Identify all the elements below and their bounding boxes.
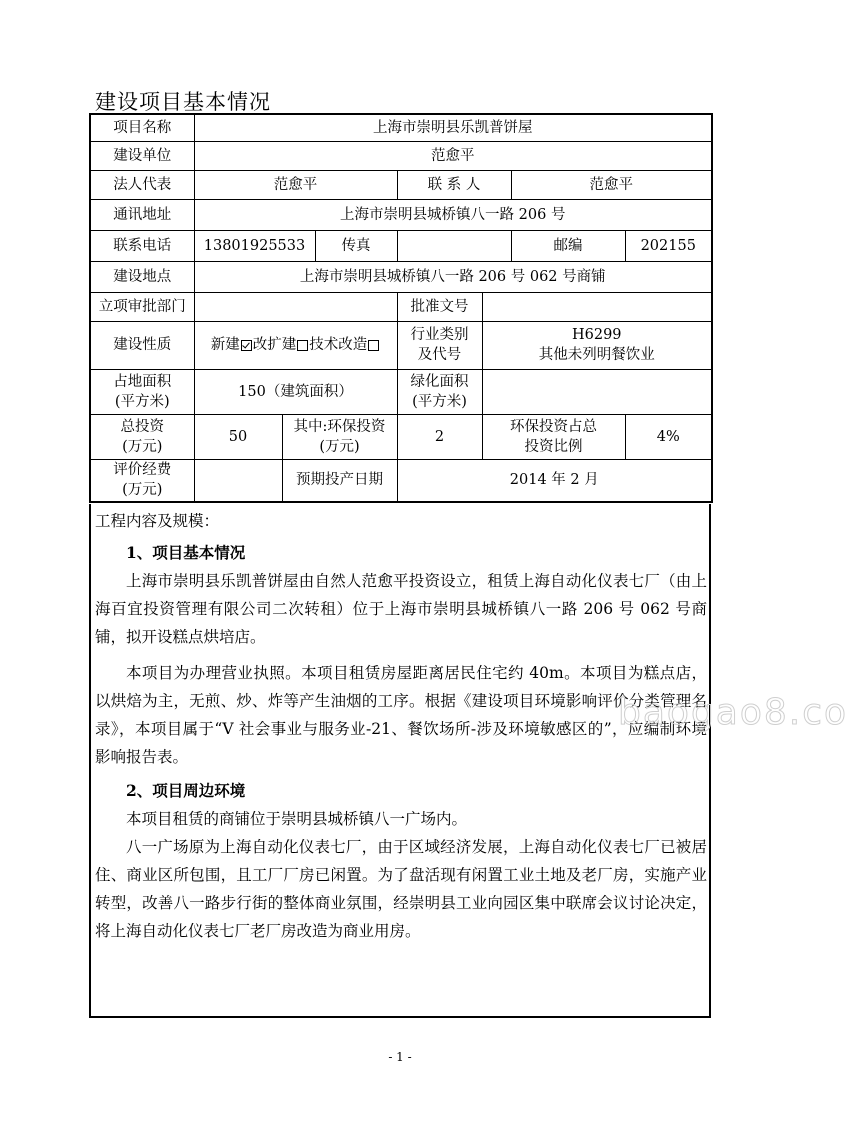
checkbox-upgrade (368, 340, 379, 351)
value-legal-rep: 范愈平 (194, 170, 397, 199)
industry-name: 其他未列明餐饮业 (538, 347, 655, 363)
label-builder: 建设单位 (90, 141, 194, 170)
page-number: - 1 - (388, 1050, 412, 1064)
value-investment: 50 (194, 414, 282, 459)
value-industry (482, 321, 712, 369)
value-area: 150（建筑面积） (194, 369, 397, 414)
label-nature: 建设性质 (90, 321, 194, 369)
value-production-date: 2014 年 2 月 (397, 459, 712, 502)
paragraph-basic-info: 上海市崇明县乐凯普饼屋由自然人范愈平投资设立，租赁上海自动化仪表七厂（由上海百宜投资管理有限公司二次转租）位于上海市崇明县城桥镇八一路 206 号 062 号商铺，拟开设糕点烘培店。 (95, 572, 707, 646)
row-investment (90, 414, 712, 459)
row-builder (90, 141, 712, 170)
row-phone (90, 230, 712, 261)
value-approval (194, 292, 397, 321)
heading-basic-info: 1、项目基本情况 (126, 543, 246, 562)
checkbox-new-checked (241, 340, 252, 351)
value-contact: 范愈平 (511, 170, 712, 199)
option-expand: 改扩建 (253, 337, 310, 353)
label-area: 占地面积 (平方米) (90, 369, 194, 414)
watermark: baogao8.co (618, 692, 848, 733)
row-site (90, 261, 712, 292)
value-fax (397, 230, 511, 261)
label-green-area: 绿化面积 (平方米) (397, 369, 482, 414)
paragraph-history: 八一广场原为上海自动化仪表七厂，由于区域经济发展，上海自动化仪表七厂已被居住、商业区所包围，且工厂厂房已闲置。为了盘活现有闲置工业土地及老厂房，实施产业转型，改善八一路步行街的整体商业氛围，经崇明县工业向园区集中联席会议讨论决定，将上海自动化仪表七厂老厂房改造为商业用房。 (95, 838, 707, 940)
value-builder: 范愈平 (194, 141, 712, 170)
content-body (95, 539, 707, 945)
label-production-date: 预期投产日期 (282, 459, 397, 502)
value-postcode: 202155 (625, 230, 712, 261)
row-project-name (90, 114, 712, 141)
value-phone: 13801925533 (194, 230, 315, 261)
industry-code: H6299 (571, 327, 622, 343)
row-eval (90, 459, 712, 502)
value-project-name: 上海市崇明县乐凯普饼屋 (194, 114, 712, 141)
label-eval-cost: 评价经费 (万元) (90, 459, 194, 502)
label-project-name: 项目名称 (90, 114, 194, 141)
label-env-ratio: 环保投资占总 投资比例 (482, 414, 625, 459)
page-title: 建设项目基本情况 (95, 90, 271, 114)
row-area (90, 369, 712, 414)
paragraph-location: 本项目租赁的商铺位于崇明县城桥镇八一广场内。 (126, 810, 468, 828)
label-contact: 联 系 人 (397, 170, 511, 199)
value-approval-doc (482, 292, 712, 321)
value-env-ratio: 4% (625, 414, 712, 459)
label-phone: 联系电话 (90, 230, 194, 261)
row-approval (90, 292, 712, 321)
value-env-investment: 2 (397, 414, 482, 459)
label-approval: 立项审批部门 (90, 292, 194, 321)
label-legal-rep: 法人代表 (90, 170, 194, 199)
label-site: 建设地点 (90, 261, 194, 292)
label-fax: 传真 (315, 230, 397, 261)
option-upgrade: 技术改造 (309, 337, 380, 353)
label-postcode: 邮编 (511, 230, 625, 261)
row-nature (90, 321, 712, 369)
row-address (90, 199, 712, 230)
label-industry: 行业类别 及代号 (397, 321, 482, 369)
value-green-area (482, 369, 712, 414)
section-title: 工程内容及规模： (95, 512, 220, 530)
label-env-investment: 其中:环保投资 (万元) (282, 414, 397, 459)
value-address: 上海市崇明县城桥镇八一路 206 号 (194, 199, 712, 230)
label-approval-doc: 批准文号 (397, 292, 482, 321)
value-nature (194, 321, 397, 369)
checkbox-expand (297, 340, 308, 351)
option-new: 新建 (211, 337, 253, 353)
project-info-table (89, 113, 713, 503)
row-legal-rep (90, 170, 712, 199)
value-site: 上海市崇明县城桥镇八一路 206 号 062 号商铺 (194, 261, 712, 292)
label-investment: 总投资 (万元) (90, 414, 194, 459)
label-address: 通讯地址 (90, 199, 194, 230)
paragraph-license: 本项目为办理营业执照。本项目租赁房屋距离居民住宅约 40m。本项目为糕点店，以烘焙为主，无煎、炒、炸等产生油烟的工序。根据《建设项目环境影响评价分类管理名录》，本项目属于“V 社会事业与服务业-21、餐饮场所-涉及环境敏感区的”，应编制环境影响报告表。 (95, 664, 707, 766)
value-eval-cost (194, 459, 282, 502)
heading-surroundings: 2、项目周边环境 (126, 781, 246, 800)
